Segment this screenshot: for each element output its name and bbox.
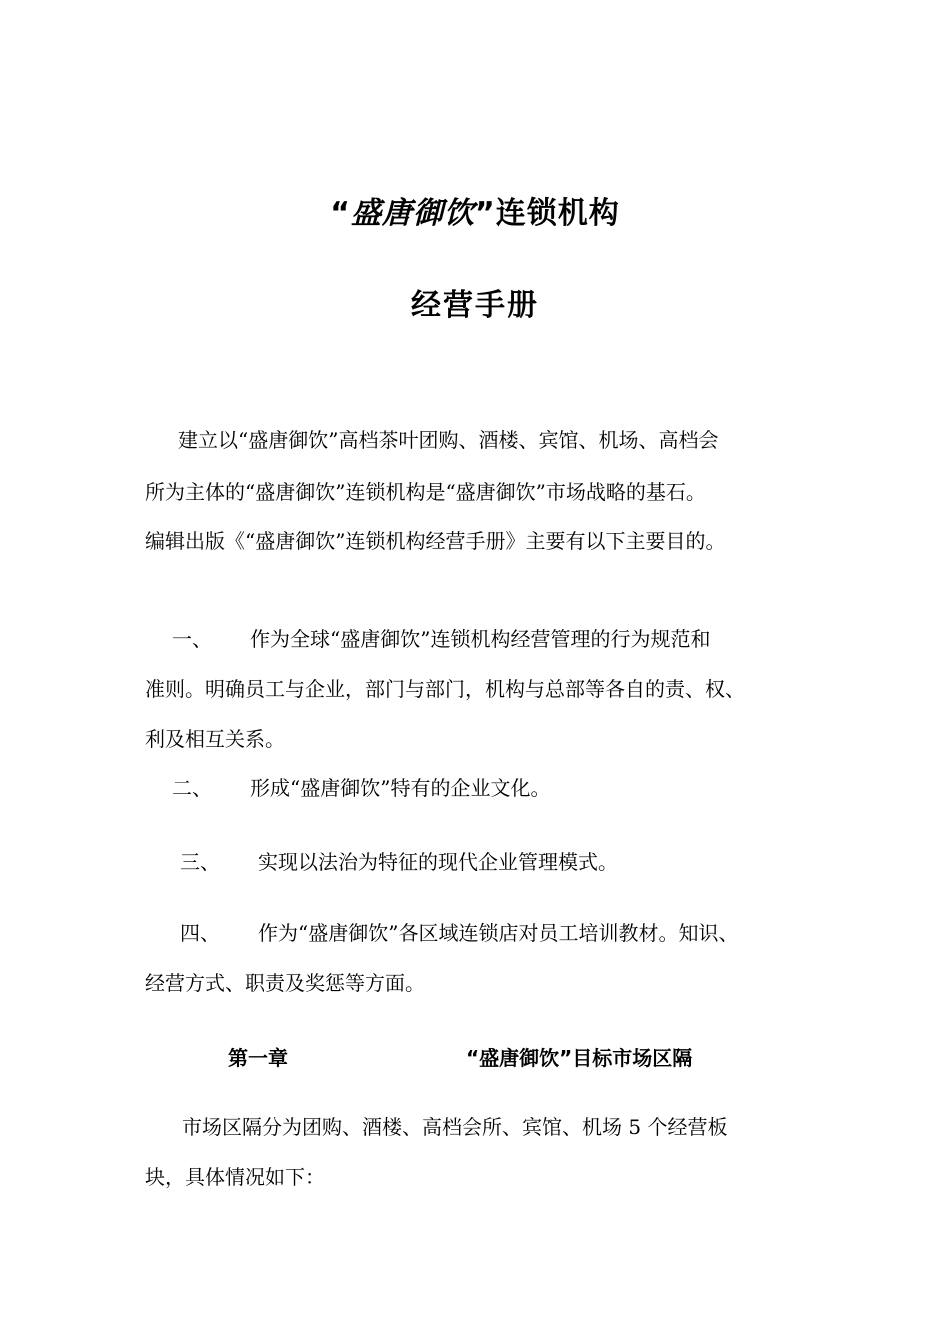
document-title — [0, 188, 950, 232]
item-line: 经营方式、职责及奖惩等方面。 — [145, 971, 425, 995]
title-quote-close: ” — [475, 196, 496, 231]
chapter-body-line: 块，具体情况如下： — [145, 1165, 325, 1189]
intro-line: 建立以“盛唐御饮”高档茶叶团购、酒楼、宾馆、机场、高档会 — [178, 428, 719, 452]
item-number: 三、 — [180, 850, 220, 874]
item-line: 作为全球“盛唐御饮”连锁机构经营管理的行为规范和 — [250, 627, 711, 651]
item-line: 利及相互关系。 — [145, 727, 285, 751]
item-number: 二、 — [172, 776, 212, 800]
item-number: 一、 — [172, 627, 212, 651]
chapter-title: “盛唐御饮”目标市场区隔 — [466, 1046, 693, 1070]
title-rest: 连锁机构 — [495, 196, 620, 231]
intro-line: 编辑出版《“盛唐御饮”连锁机构经营手册》主要有以下主要目的。 — [145, 529, 726, 553]
item-number: 四、 — [180, 921, 220, 945]
title-quote-open: “ — [330, 196, 351, 231]
document-subtitle: 经营手册 — [411, 288, 539, 323]
chapter-label: 第一章 — [228, 1046, 288, 1070]
item-line: 形成“盛唐御饮”特有的企业文化。 — [250, 776, 551, 800]
title-brand: 盛唐御饮 — [351, 196, 475, 231]
intro-line: 所为主体的“盛唐御饮”连锁机构是“盛唐御饮”市场战略的基石。 — [145, 480, 706, 504]
chapter-body-line: 市场区隔分为团购、酒楼、高档会所、宾馆、机场 5 个经营板 — [182, 1115, 728, 1139]
item-line: 实现以法治为特征的现代企业管理模式。 — [258, 850, 618, 874]
item-line: 准则。明确员工与企业，部门与部门，机构与总部等各自的责、权、 — [145, 677, 745, 701]
item-line: 作为“盛唐御饮”各区域连锁店对员工培训教材。知识、 — [258, 921, 739, 945]
